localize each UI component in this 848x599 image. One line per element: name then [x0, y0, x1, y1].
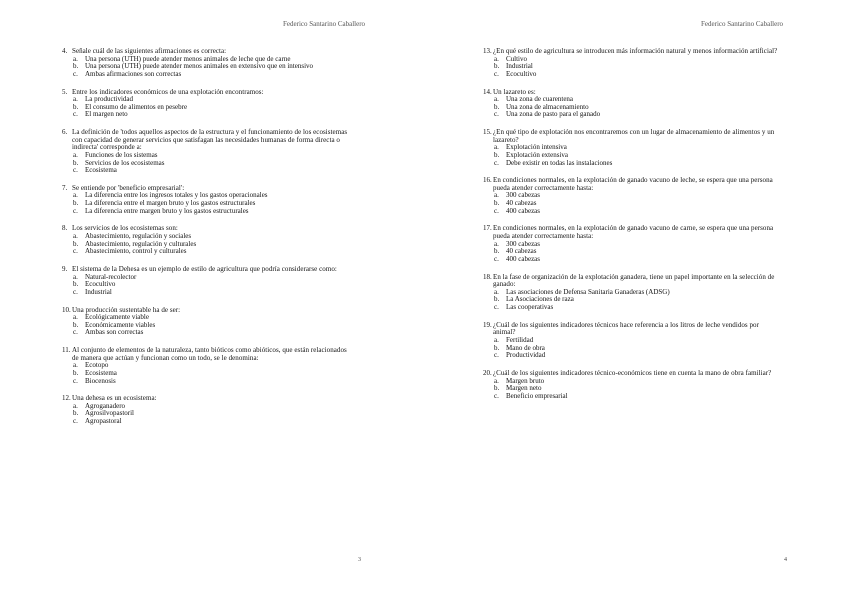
option-text: Servicios de los ecosistemas	[85, 158, 165, 167]
question-stem	[483, 48, 783, 56]
question-stem	[483, 129, 783, 144]
option-letter: b.	[494, 247, 500, 256]
option-letter: c.	[73, 417, 78, 426]
question-number: 6.	[62, 128, 68, 137]
option-text: Industrial	[506, 62, 533, 71]
question-number: 20.	[483, 368, 492, 377]
option-letter: b.	[73, 199, 79, 208]
answer-option	[62, 71, 352, 79]
question-item	[62, 395, 352, 425]
answer-option	[62, 248, 352, 256]
option-letter: c.	[494, 302, 499, 311]
option-letter: a.	[494, 376, 499, 385]
option-text: Explotación intensiva	[506, 143, 567, 152]
question-stem	[483, 225, 783, 240]
question-item	[62, 48, 352, 78]
option-text: 40 cabezas	[506, 247, 537, 256]
running-header: Federico Santarino Caballero	[701, 20, 784, 28]
option-letter: b.	[73, 409, 79, 418]
option-text: La Asociaciones de raza	[506, 295, 574, 304]
option-text: Económicamente viables	[85, 320, 156, 329]
page-number: 4	[784, 557, 787, 563]
answer-option	[483, 352, 783, 360]
question-item	[62, 225, 352, 255]
option-text: La diferencia entre los ingresos totales y los gastos operacionales	[85, 191, 268, 200]
answer-option	[483, 393, 783, 401]
page-number: 3	[358, 557, 361, 563]
option-text: Natural-recolector	[85, 272, 137, 281]
option-text: 40 cabezas	[506, 199, 537, 208]
answer-option	[62, 329, 352, 337]
question-text: Señale cuál de las siguientes afirmaciones es correcta:	[72, 47, 227, 55]
option-text: Ecosistema	[85, 166, 117, 175]
question-text: En la fase de organización de la explotación ganadera, tiene un papel importante en la selección de ganado:	[493, 272, 775, 289]
option-text: Abastecimiento, control y culturales	[85, 247, 187, 256]
question-item	[483, 274, 783, 312]
option-text: Ecocultivo	[506, 69, 537, 78]
answer-option	[483, 160, 783, 168]
answer-option	[62, 111, 352, 119]
answer-option	[62, 418, 352, 426]
answer-option	[62, 378, 352, 386]
option-text: Las asociaciones de Defensa Sanitaria Ganaderas (ADSG)	[506, 287, 670, 296]
option-text: Las cooperativas	[506, 302, 554, 311]
option-text: Ecológicamente viable	[85, 313, 149, 322]
option-text: Margen bruto	[506, 376, 545, 385]
question-item	[483, 48, 783, 78]
option-letter: a.	[494, 239, 499, 248]
question-item	[483, 370, 783, 400]
option-text: 400 cabezas	[506, 254, 541, 263]
option-text: Explotación extensiva	[506, 150, 569, 159]
option-letter: a.	[73, 54, 78, 63]
question-item	[483, 225, 783, 263]
option-letter: b.	[73, 368, 79, 377]
option-letter: c.	[73, 376, 78, 385]
question-number: 18.	[483, 272, 492, 281]
option-text: Agroganadero	[85, 401, 126, 410]
option-text: Una zona de cuarentena	[506, 95, 574, 104]
question-stem	[483, 177, 783, 192]
question-number: 12.	[62, 394, 71, 403]
question-list	[483, 48, 783, 410]
option-letter: a.	[73, 272, 78, 281]
option-text: Una persona (UTH) puede atender menos animales de leche que de carne	[85, 54, 291, 63]
option-letter: b.	[73, 239, 79, 248]
question-number: 5.	[62, 87, 68, 96]
question-number: 19.	[483, 320, 492, 329]
option-letter: c.	[494, 69, 499, 78]
option-letter: b.	[494, 62, 500, 71]
option-text: Ambas son correctas	[85, 328, 144, 337]
option-text: La diferencia entre el margen bruto y los gastos estructurales	[85, 199, 256, 208]
option-letter: b.	[494, 150, 500, 159]
question-number: 4.	[62, 47, 68, 55]
question-number: 7.	[62, 183, 68, 192]
option-letter: c.	[494, 206, 499, 215]
option-letter: a.	[73, 232, 78, 241]
option-letter: b.	[73, 320, 79, 329]
option-letter: b.	[494, 102, 500, 111]
question-text: Una producción sustentable ha de ser:	[72, 305, 181, 314]
question-text: En condiciones normales, en la explotación de ganado vacuno de carne, se espera que una persona pueda atender correctamente hasta:	[493, 224, 774, 241]
option-text: Mano de obra	[506, 343, 545, 352]
option-text: Abastecimiento, regulación y culturales	[85, 239, 197, 248]
answer-option	[62, 289, 352, 297]
option-text: Fertilidad	[506, 335, 534, 344]
answer-option	[62, 167, 352, 175]
option-text: Ecotopo	[85, 361, 109, 370]
option-text: Productividad	[506, 351, 546, 360]
option-letter: a.	[73, 313, 78, 322]
question-stem	[62, 129, 352, 152]
question-text: Los servicios de los ecosistemas son:	[72, 224, 178, 233]
option-letter: b.	[494, 343, 500, 352]
option-letter: b.	[494, 199, 500, 208]
right-page	[424, 0, 848, 599]
question-item	[62, 185, 352, 215]
option-text: Agrosilvopastoril	[85, 409, 134, 418]
option-letter: c.	[73, 247, 78, 256]
question-list	[62, 48, 352, 436]
question-stem	[483, 274, 783, 289]
question-number: 13.	[483, 47, 492, 55]
option-letter: c.	[73, 328, 78, 337]
option-text: Debe existir en todas las instalaciones	[506, 158, 613, 167]
question-item	[62, 129, 352, 175]
option-text: Ecocultivo	[85, 280, 116, 289]
option-text: Ecosistema	[85, 368, 117, 377]
option-text: 300 cabezas	[506, 239, 541, 248]
option-letter: a.	[494, 287, 499, 296]
option-letter: b.	[73, 158, 79, 167]
question-text: ¿En qué estilo de agricultura se introducen más información natural y menos información artificial?	[493, 47, 778, 55]
answer-option	[483, 304, 783, 312]
question-text: ¿Cuál de los siguientes indicadores técnicos hace referencia a los litros de leche vendidos por animal?	[493, 320, 759, 337]
option-text: 300 cabezas	[506, 191, 541, 200]
option-text: Margen neto	[506, 384, 542, 393]
option-letter: a.	[73, 361, 78, 370]
option-letter: c.	[73, 166, 78, 175]
question-text: Entre los indicadores económicos de una explotación encontramos:	[72, 87, 264, 96]
option-letter: a.	[494, 143, 499, 152]
option-letter: c.	[494, 158, 499, 167]
option-letter: b.	[494, 295, 500, 304]
answer-option	[483, 111, 783, 119]
option-text: Una persona (UTH) puede atender menos animales en extensivo que en intensivo	[85, 62, 314, 71]
option-text: Agropastoral	[85, 417, 122, 426]
option-text: Biocenosis	[85, 376, 116, 385]
running-header: Federico Santarino Caballero	[283, 20, 366, 28]
option-text: La diferencia entre margen bruto y los gastos estructurales	[85, 206, 249, 215]
question-item	[62, 307, 352, 337]
option-text: Abastecimiento, regulación y sociales	[85, 232, 192, 241]
option-text: Funciones de los sistemas	[85, 150, 158, 159]
option-text: El margen neto	[85, 110, 128, 119]
question-text: ¿En qué tipo de explotación nos encontraremos con un lugar de almacenamiento de alimentos y un lazareto?	[493, 128, 775, 144]
option-letter: c.	[73, 206, 78, 215]
option-letter: c.	[73, 287, 78, 296]
question-text: Al conjunto de elementos de la naturaleza, tanto bióticos como abióticos, que están relacionados de manera que actúan y funcionan como un todo, se le denomina:	[72, 346, 347, 362]
option-letter: a.	[494, 191, 499, 200]
question-number: 17.	[483, 224, 492, 233]
option-letter: b.	[494, 384, 500, 393]
answer-option	[62, 208, 352, 216]
option-letter: a.	[73, 401, 78, 410]
option-text: La productividad	[85, 95, 134, 104]
option-text: El consumo de alimentos en pesebre	[85, 102, 188, 111]
option-text: Ambas afirmaciones son correctas	[85, 69, 182, 78]
option-letter: a.	[494, 54, 499, 63]
question-text: La definición de 'todos aquellos aspectos de la estructura y el funcionamiento de los ecosistemas con capacidad de generar servicios que satisfagan las necesidades humanas de forma directa o indirecta' corresponde a:	[72, 128, 348, 152]
question-number: 10.	[62, 305, 71, 314]
option-letter: a.	[494, 95, 499, 104]
option-text: 400 cabezas	[506, 206, 541, 215]
answer-option	[483, 256, 783, 264]
option-letter: c.	[73, 69, 78, 78]
question-item	[483, 89, 783, 119]
question-text: Se entiende por 'beneficio empresarial':	[72, 183, 185, 192]
option-letter: c.	[73, 110, 78, 119]
option-letter: a.	[73, 191, 78, 200]
option-letter: b.	[73, 102, 79, 111]
question-number: 8.	[62, 224, 68, 233]
question-number: 11.	[62, 346, 71, 355]
question-text: ¿Cuál de los siguientes indicadores técnico-económicos tiene en cuenta la mano de obra familiar?	[493, 368, 772, 377]
question-stem	[483, 322, 783, 337]
option-letter: c.	[494, 351, 499, 360]
question-number: 9.	[62, 265, 68, 273]
question-text: En condiciones normales, en la explotación de ganado vacuno de leche, se espera que una persona pueda atender correctamente hasta:	[493, 176, 773, 192]
question-number: 16.	[483, 176, 492, 185]
question-item	[483, 177, 783, 215]
option-text: Beneficio empresarial	[506, 391, 568, 400]
option-letter: b.	[73, 62, 79, 71]
option-letter: a.	[73, 150, 78, 159]
question-stem	[62, 347, 352, 362]
option-text: Una zona de pasto para el ganado	[506, 110, 601, 119]
question-item	[483, 129, 783, 167]
question-number: 14.	[483, 87, 492, 96]
option-letter: c.	[494, 110, 499, 119]
option-letter: c.	[494, 391, 499, 400]
option-letter: b.	[73, 280, 79, 289]
question-text: Una dehesa es un ecosistema:	[72, 394, 157, 403]
option-text: Una zona de almacenamiento	[506, 102, 589, 111]
question-item	[62, 347, 352, 385]
option-text: Industrial	[85, 287, 112, 296]
option-text: Cultivo	[506, 54, 528, 63]
question-item	[62, 266, 352, 296]
answer-option	[483, 208, 783, 216]
answer-option	[483, 71, 783, 79]
question-text: El sistema de la Dehesa es un ejemplo de estilo de agricultura que podría considerarse como:	[72, 265, 337, 273]
option-letter: a.	[73, 95, 78, 104]
question-text: Un lazareto es:	[493, 87, 536, 96]
option-letter: a.	[494, 335, 499, 344]
question-item	[62, 89, 352, 119]
question-number: 15.	[483, 128, 492, 137]
option-letter: c.	[494, 254, 499, 263]
question-item	[483, 322, 783, 360]
